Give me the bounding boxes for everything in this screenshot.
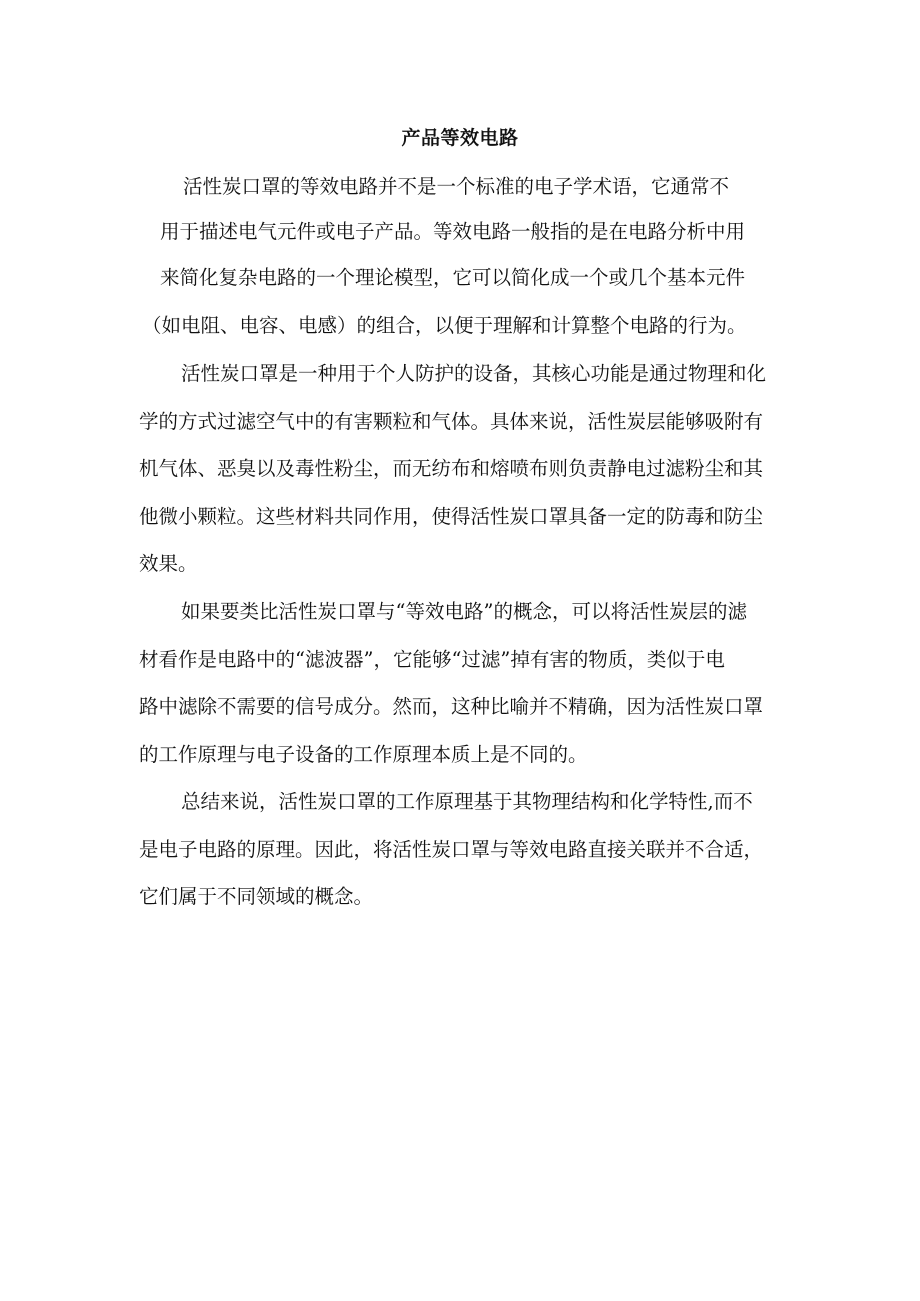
paragraph-2-line-1: 活性炭口罩是一种用于个人防护的设备，其核心功能是通过物理和化	[181, 362, 767, 385]
paragraph-2-line-5: 效果。	[139, 552, 198, 575]
paragraph-3-line-4: 的工作原理与电子设备的工作原理本质上是不同的。	[139, 743, 588, 766]
paragraph-2-line-3: 机气体、恶臭以及毒性粉尘，而无纺布和熔喷布则负责静电过滤粉尘和其	[139, 457, 764, 480]
paragraph-1-line-2: 用于描述电气元件或电子产品。等效电路一般指的是在电路分析中用	[160, 220, 746, 243]
paragraph-2-line-2: 学的方式过滤空气中的有害颗粒和气体。具体来说，活性炭层能够吸附有	[139, 410, 764, 433]
paragraph-4-line-2: 是电子电路的原理。因此，将活性炭口罩与等效电路直接关联并不合适，	[139, 838, 764, 861]
paragraph-1-line-3: 来简化复杂电路的一个理论模型，它可以简化成一个或几个基本元件	[160, 266, 746, 289]
paragraph-3-line-3: 路中滤除不需要的信号成分。然而，这种比喻并不精确，因为活性炭口罩	[139, 695, 764, 718]
paragraph-3-line-2: 材看作是电路中的“滤波器”，它能够“过滤”掉有害的物质，类似于电	[139, 648, 725, 671]
paragraph-3-line-1: 如果要类比活性炭口罩与“等效电路”的概念，可以将活性炭层的滤	[181, 600, 747, 623]
paragraph-4-line-1: 总结来说，活性炭口罩的工作原理基于其物理结构和化学特性,而不	[181, 790, 753, 813]
paragraph-1-line-1: 活性炭口罩的等效电路并不是一个标准的电子学术语，它通常不	[183, 175, 730, 198]
paragraph-4-line-3: 它们属于不同领域的概念。	[139, 885, 374, 908]
paragraph-1-line-4: （如电阻、电容、电感）的组合，以便于理解和计算整个电路的行为。	[142, 314, 747, 337]
document-title: 产品等效电路	[401, 127, 519, 149]
paragraph-2-line-4: 他微小颗粒。这些材料共同作用，使得活性炭口罩具备一定的防毒和防尘	[139, 505, 764, 528]
